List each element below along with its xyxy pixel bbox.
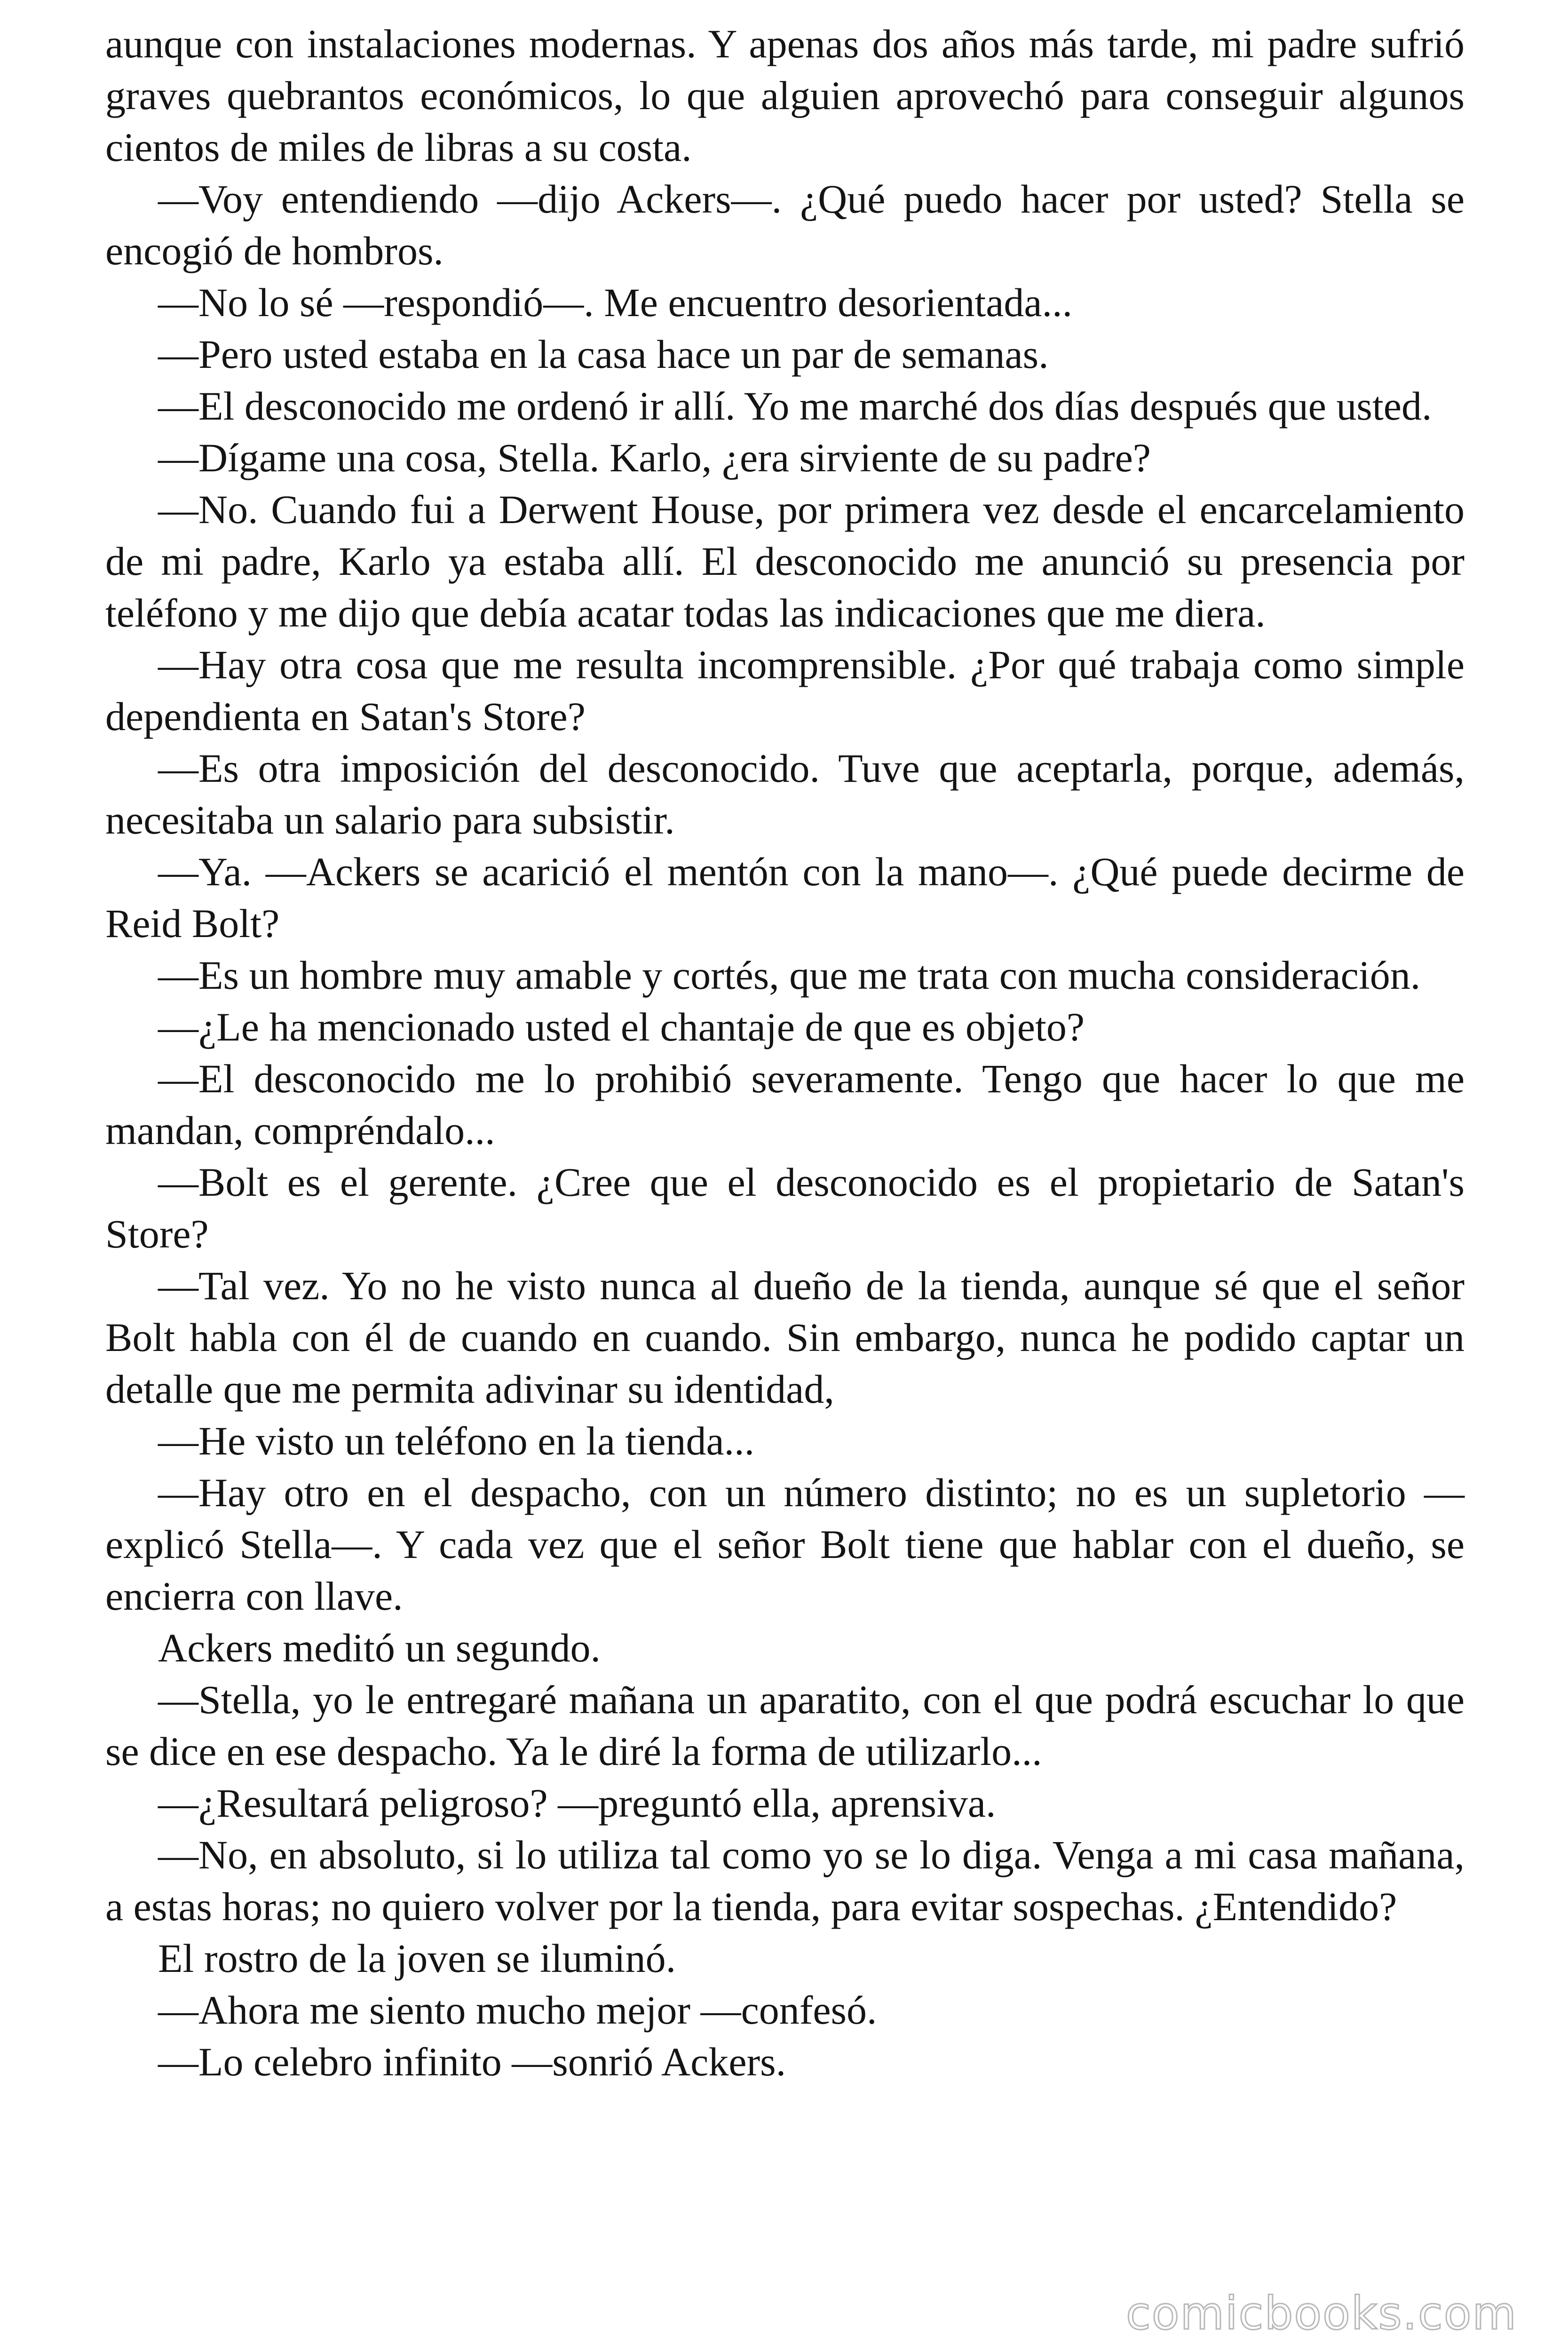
paragraph: —Stella, yo le entregaré mañana un aparatito, con el que podrá escuchar lo que se dice en ese despacho. Ya le diré la forma de utilizarlo... <box>105 1677 1465 1774</box>
paragraph: —Tal vez. Yo no he visto nunca al dueño de la tienda, aunque sé que el señor Bolt habla con él de cuando en cuando. Sin embargo, nunca he podido captar un detalle que me permita adivinar su identidad, <box>105 1263 1465 1412</box>
paragraph: —Hay otra cosa que me resulta incomprensible. ¿Por qué trabaja como simple dependienta en Satan's Store? <box>105 642 1465 739</box>
paragraph: —El desconocido me lo prohibió severamente. Tengo que hacer lo que me mandan, compréndalo... <box>105 1056 1465 1153</box>
paragraph: —¿Resultará peligroso? —preguntó ella, aprensiva. <box>158 1780 996 1826</box>
paragraph: —No lo sé —respondió—. Me encuentro desorientada... <box>158 280 1073 325</box>
paragraph: —Es otra imposición del desconocido. Tuve que aceptarla, porque, además, necesitaba un salario para subsistir. <box>105 746 1465 842</box>
paragraph: aunque con instalaciones modernas. Y apenas dos años más tarde, mi padre sufrió graves quebrantos económicos, lo que alguien aprovechó para conseguir algunos cientos de miles de libras a su costa. <box>105 21 1465 170</box>
paragraph: —Voy entendiendo —dijo Ackers—. ¿Qué puedo hacer por usted? Stella se encogió de hombros. <box>105 176 1465 273</box>
paragraph: —¿Le ha mencionado usted el chantaje de que es objeto? <box>158 1004 1085 1049</box>
paragraph: —Pero usted estaba en la casa hace un par de semanas. <box>158 332 1049 377</box>
paragraph: —Ya. —Ackers se acarició el mentón con la mano—. ¿Qué puede decirme de Reid Bolt? <box>105 849 1465 946</box>
paragraph: —El desconocido me ordenó ir allí. Yo me marché dos días después que usted. <box>158 383 1432 429</box>
paragraph: —Bolt es el gerente. ¿Cree que el desconocido es el propietario de Satan's Store? <box>105 1160 1465 1256</box>
paragraph: —Ahora me siento mucho mejor —confesó. <box>158 1987 877 2033</box>
body-text <box>105 18 1465 2088</box>
paragraph: —Es un hombre muy amable y cortés, que me trata con mucha consideración. <box>158 953 1421 998</box>
paragraph: —He visto un teléfono en la tienda... <box>158 1418 755 1463</box>
paragraph: —No, en absoluto, si lo utiliza tal como yo se lo diga. Venga a mi casa mañana, a estas horas; no quiero volver por la tienda, para evitar sospechas. ¿Entendido? <box>105 1832 1465 1929</box>
paragraph: —Dígame una cosa, Stella. Karlo, ¿era sirviente de su padre? <box>158 435 1151 480</box>
paragraph: Ackers meditó un segundo. <box>158 1625 601 1670</box>
paragraph: —Hay otro en el despacho, con un número distinto; no es un supletorio —explicó Stella—. Y cada vez que el señor Bolt tiene que hablar con el dueño, se encierra con llave. <box>105 1470 1465 1619</box>
watermark-text: comicbooks.com <box>1125 2287 1517 2340</box>
paragraph: —Lo celebro infinito —sonrió Ackers. <box>158 2039 786 2084</box>
paragraph: —No. Cuando fui a Derwent House, por primera vez desde el encarcelamiento de mi padre, Karlo ya estaba allí. El desconocido me anunció su presencia por teléfono y me dijo que debía acatar todas las indicaciones que me diera. <box>105 487 1465 636</box>
paragraph: El rostro de la joven se iluminó. <box>158 1936 676 1981</box>
